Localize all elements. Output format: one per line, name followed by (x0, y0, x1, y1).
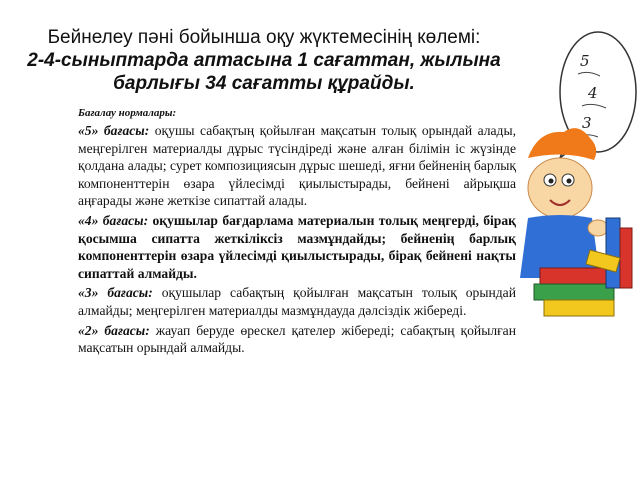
student-with-books-image (520, 18, 638, 328)
grade-label: «5» бағасы: (78, 123, 150, 138)
criteria-item-5 (78, 122, 516, 210)
cartoon-student-illustration (520, 18, 638, 328)
grade-label: «2» бағасы: (78, 322, 150, 338)
face (528, 158, 592, 218)
bubble-mark-5: 5 (580, 52, 590, 70)
grade-description: оқушылар сабақтың қойылған мақсатын толық орындай алмайды; меңгерілген материалды мазмұндауда дәлсіздік жібереді. (78, 285, 516, 318)
title-line-2: 2-4-сыныптарда аптасына 1 сағаттан, жылына барлығы 34 сағатты құрайды. (27, 50, 501, 94)
criteria-heading: Бағалау нормалары: (78, 107, 177, 119)
grade-label: «3» бағасы: (78, 285, 153, 301)
bubble-mark-4: 4 (588, 84, 598, 102)
title-line-1: Бейнелеу пәні бойынша оқу жүктемесінің көлемі: (47, 27, 481, 48)
bubble-mark-3: 3 (582, 114, 592, 132)
criteria-item-3 (78, 284, 516, 319)
criteria-item-4 (78, 212, 516, 282)
grade-label: «4» бағасы: (78, 212, 149, 228)
page-title (18, 26, 510, 95)
grading-criteria (78, 106, 516, 359)
grade-description: жауап беруде өрескел қателер жібереді; сабақтың қойылған мақсатын орындай алмайды. (78, 322, 516, 356)
grade-description: оқушы сабақтың қойылған мақсатын толық орындай алады, меңгерілген материалды дұрыс түсіндіреді және алған білімін іс жүзінде қолдана алады; сурет композициясын дұрыс шешеді, яғни бейненің барлық компоненттерін өзара үйлесімді қиылыстырады, бейнені айрықша аңғарады және жеткізе сипаттай алады. (78, 123, 516, 209)
criteria-item-2 (78, 322, 516, 357)
grade-description: оқушылар бағдарлама материалын толық меңгерді, бірақ қосымша сипатта жеткіліксіз мазмұндайды; бейненің барлық компоненттерін өзара үйлесімді қиылыстырады, бірақ бейнені нақты сипаттай алмайды. (78, 212, 516, 281)
